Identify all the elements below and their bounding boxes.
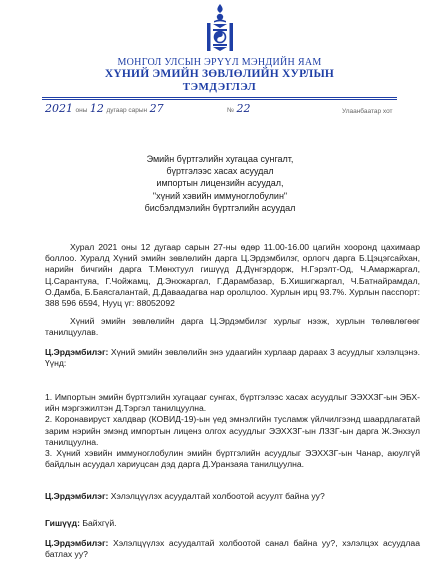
date-year: 2021 <box>45 102 73 115</box>
agenda-list <box>45 392 420 470</box>
agenda-item: 3. Хүний хэвийн иммуноглобулин эмийн бүртгэлийн асуудлыг ЭЭХХЗГ-ын Чанар, аюулгүй байдлын асуудал хариуцсан дэд дарга Д.Уранзаяа танилцуулна. <box>45 448 420 470</box>
council-name: ХҮНИЙ ЭМИЙН ЗӨВЛӨЛИЙН ХУРЛЫН <box>104 68 335 80</box>
meeting-attendance-paragraph: Хурал 2021 оны 12 дугаар сарын 27-ны өдөр 11.00-16.00 цагийн хооронд цахимаар боллоо. Хуралд Хүний эмийн зөвлөлийн дарга Ц.Эрдэмбилэг, орлогч дарга Б.Цэцэгсайхан, нарийн бичгийн дарга Т.Мөнхтуул гишүүд Д.Дүнгэрдорж, Н.Гэрэлт-Од, Ч.Амаржаргал, Ц.Сарантуяа, Г.Чойжамц, Д.Энхжаргал, Г.Дарамбазар, Б.Хишигжаргал, Ч.Батнайрамдал, О.Дамба, Б.Баясгалантай, Д.Даваадагва нар оролцлоо. Хурлын ирц 93.7%. Хурлын пасспорт: 388 596 6594, Нууц үг: 88052092 <box>45 242 420 309</box>
agenda-item: 2. Коронавируст халдвар (КОВИД-19)-ын үед эмнэлгийн тусламж үйлчилгээнд шаардлагатай зарим нэрийн эмэнд импортын лиценз олгох асуудлыг ЭЭХХЗГ-ын ЛЗЗГ-ын дарга Ж.Энхзул танилцуулна. <box>45 414 420 447</box>
document-title: Эмийн бүртгэлийн хугацаа сунгалт, бүртгэлээс хасах асуудал импортын лицензийн асуудал, "хүний хэвийн иммуноглобулин" бисбэлдмэлийн бүртгэлийн асуудал <box>144 154 296 213</box>
speaker-name: Ц.Эрдэмбилэг: <box>45 538 109 548</box>
agenda-item: 1. Импортын эмийн бүртгэлийн хугацааг сунгах, бүртгэлээс хасах асуудлыг ЭЭХХЗГ-ын ЭБХ-ийн мэргэжилтэн Д.Тэргэл танилцуулна. <box>45 392 420 414</box>
date-day: 27 <box>149 102 164 115</box>
proposal-paragraph: Ц.Эрдэмбилэг: Хэлэлцүүлэх асуудалтай холбоотой санал байна уу?, хэлэлцэх асуудлаа батлах уу? <box>45 538 420 560</box>
agenda-intro-paragraph: Ц.Эрдэмбилэг: Хүний эмийн зөвлөлийн энэ удаагийн хурлаар дараах 3 асуудлыг хэлэлцэнэ. Үүнд: <box>45 347 420 369</box>
speaker-name: Гишүүд: <box>45 518 80 528</box>
date-month: 12 <box>89 102 104 115</box>
header-rule-top <box>42 97 397 98</box>
speaker-name: Ц.Эрдэмбилэг: <box>45 491 109 501</box>
place-label: Улаанбаатар хот <box>342 108 393 115</box>
date-line: 2021 оны 12 дугаар сарын 27 <box>45 102 164 115</box>
document-number: № 22 <box>227 102 251 115</box>
opening-paragraph: Хүний эмийн зөвлөлийн дарга Ц.Эрдэмбилэг хурлыг нээж, хурлын төлөвлөгөөг танилцуулав. <box>45 316 420 338</box>
question-paragraph: Ц.Эрдэмбилэг: Хэлэлцүүлэх асуудалтай холбоотой асуулт байна уу? <box>45 491 325 501</box>
soyombo-emblem-icon <box>203 3 237 53</box>
speaker-name: Ц.Эрдэмбилэг: <box>45 347 109 357</box>
ministry-name: МОНГОЛ УЛСЫН ЭРҮҮЛ МЭНДИЙН ЯАМ <box>117 57 322 68</box>
header-rule-bottom <box>42 99 397 100</box>
members-response: Гишүүд: Байхгүй. <box>45 518 117 528</box>
document-type: ТЭМДЭГЛЭЛ <box>182 81 257 93</box>
